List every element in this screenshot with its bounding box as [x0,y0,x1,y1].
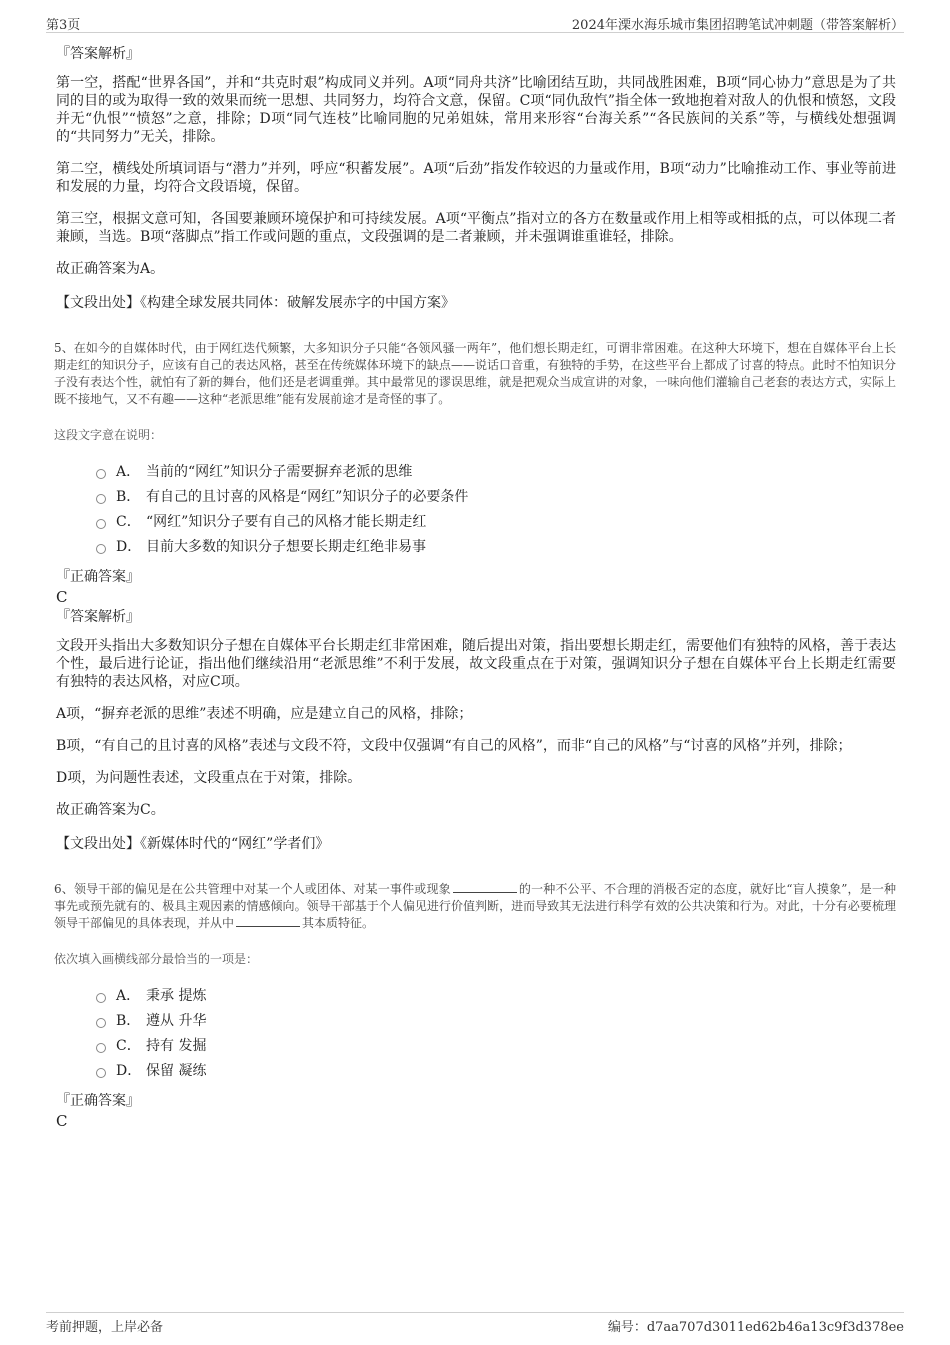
q5-conclusion: 故正确答案为C。 [56,802,165,818]
q5-analysis-para-4: D项，为问题性表述，文段重点在于对策，排除。 [56,770,362,786]
footer-note: 考前押题，上岸必备 [46,1320,164,1335]
q5-analysis-para-3: B项，“有自己的且讨喜的风格”表述与文段不符，文段中仅强调“有自己的风格”，而非“自己的风格”与“讨喜的风格”并列，排除； [56,738,852,754]
radio-icon[interactable] [96,993,106,1003]
q6-stem [54,881,896,932]
q4-analysis-label: 『答案解析』 [56,46,140,62]
q6-answer-label: 『正确答案』 [56,1093,140,1109]
page-number: 第3页 [46,18,81,33]
q6-stem-part-3: 其本质特征。 [302,916,375,930]
option-letter: D． [116,1063,142,1079]
q4-analysis-para-3: 第三空，根据文意可知，各国要兼顾环境保护和可持续发展。A项“平衡点”指对立的各方在数量或作用上相等或相抵的点，可以体现二者兼顾，当选。B项“落脚点”指工作或问题的重点，文段强调的是二者兼顾，并未强调谁重谁轻，排除。 [56,211,896,245]
blank-line-1 [453,881,517,893]
q6-answer: C [56,1112,68,1130]
radio-icon[interactable] [96,1043,106,1053]
option-text: 秉承 提炼 [146,988,207,1004]
option-text: “网红”知识分子要有自己的风格才能长期走红 [146,514,427,530]
q4-analysis-para-1: 第一空，搭配“世界各国”，并和“共克时艰”构成同义并列。A项“同舟共济”比喻团结互助，共同战胜困难，B项“同心协力”意思是为了共同的目的或为取得一致的效果而统一思想、共同努力，均符合文意，保留。C项“同仇敌忾”指全体一致地抱着对敌人的仇恨和愤怒，文段并无“仇恨”“愤怒”之意，排除；D项“同气连枝”比喻同胞的兄弟姐妹，常用来形容“台海关系”“各民族间的关系”等，与横线处想强调的“共同努力”无关，排除。 [56,75,896,145]
q5-option-d[interactable] [96,538,896,563]
option-letter: D． [116,539,142,555]
q6-option-d[interactable] [96,1062,896,1087]
q5-prompt: 这段文字意在说明： [54,428,163,442]
option-text: 遵从 升华 [146,1013,207,1029]
radio-icon[interactable] [96,519,106,529]
option-letter: C． [116,1038,141,1054]
document-code: 编号：d7aa707d3011ed62b46a13c9f3d378ee [607,1320,904,1335]
option-letter: A． [116,464,141,480]
radio-icon[interactable] [96,1068,106,1078]
q4-conclusion: 故正确答案为A。 [56,261,165,277]
blank-line-2 [236,915,300,927]
document-title: 2024年溧水海乐城市集团招聘笔试冲刺题（带答案解析） [571,18,904,33]
q5-answer-label: 『正确答案』 [56,569,140,585]
option-text: 当前的“网红”知识分子需要摒弃老派的思维 [146,464,413,480]
q6-option-c[interactable] [96,1037,896,1062]
option-text: 保留 凝练 [146,1063,207,1079]
q5-analysis-para-2: A项，“摒弃老派的思维”表述不明确，应是建立自己的风格，排除； [56,706,473,722]
q5-option-a[interactable] [96,463,896,488]
q6-option-b[interactable] [96,1012,896,1037]
option-letter: A． [116,988,141,1004]
option-text: 目前大多数的知识分子想要长期走红绝非易事 [146,539,426,555]
q5-options [96,463,896,563]
option-text: 持有 发掘 [146,1038,207,1054]
option-letter: C． [116,514,141,530]
radio-icon[interactable] [96,494,106,504]
page-content [56,44,896,1131]
q5-analysis-label: 『答案解析』 [56,609,140,625]
radio-icon[interactable] [96,469,106,479]
q6-option-a[interactable] [96,987,896,1012]
option-letter: B． [116,489,141,505]
q5-option-c[interactable] [96,513,896,538]
q5-analysis-para-1: 文段开头指出大多数知识分子想在自媒体平台长期走红非常困难，随后提出对策，指出要想长期走红，需要他们有独特的风格，善于表达个性，最后进行论证，指出他们继续沿用“老派思维”不利于发展，故文段重点在于对策，强调知识分子想在自媒体平台上长期走红需要有独特的表达风格，对应C项。 [56,638,896,690]
page-footer [46,1312,904,1333]
q5-source: 【文段出处】《新媒体时代的“网红”学者们》 [56,836,330,852]
q5-answer: C [56,588,68,606]
q5-stem: 5、在如今的自媒体时代，由于网红迭代频繁，大多知识分子只能“各领风骚一两年”，他们想长期走红，可谓非常困难。在这种大环境下，想在自媒体平台上长期走红的知识分子，应该有自己的表达风格，甚至在传统媒体环境下的缺点——说话口音重，有独特的手势，在这些平台上都成了讨喜的特点。此时不怕知识分子没有表达个性，就怕有了新的舞台，他们还是老调重弹。其中最常见的谬误思维，就是把观众当成宣讲的对象，一味向他们灌输自己老套的表达方式，实际上既不接地气，又不有趣——这种“老派思维”能有发展前途才是奇怪的事了。 [54,341,896,406]
q6-stem-part-1: 6、领导干部的偏见是在公共管理中对某一个人或团体、对某一事件或现象 [54,882,451,896]
radio-icon[interactable] [96,1018,106,1028]
q5-option-b[interactable] [96,488,896,513]
page-header [46,12,904,33]
q6-prompt: 依次填入画横线部分最恰当的一项是： [54,952,259,966]
q4-source: 【文段出处】《构建全球发展共同体：破解发展赤字的中国方案》 [56,295,455,311]
option-text: 有自己的且讨喜的风格是“网红”知识分子的必要条件 [146,489,469,505]
option-letter: B． [116,1013,141,1029]
q6-options [96,987,896,1087]
q4-analysis-para-2: 第二空，横线处所填词语与“潜力”并列，呼应“积蓄发展”。A项“后劲”指发作较迟的力量或作用，B项“动力”比喻推动工作、事业等前进和发展的力量，均符合文段语境，保留。 [56,161,896,195]
q6-stem-part-2: 的一种不公平、不合理的消极否定的态度，就好比“盲人摸象”，是一种事先或预先就有的、极具主观因素的情感倾向。领导干部基于个人偏见进行价值判断，进而导致其无法进行科学有效的公共决策和行为。对此，十分有必要梳理领导干部偏见的具体表现，并从中 [54,882,896,930]
radio-icon[interactable] [96,544,106,554]
